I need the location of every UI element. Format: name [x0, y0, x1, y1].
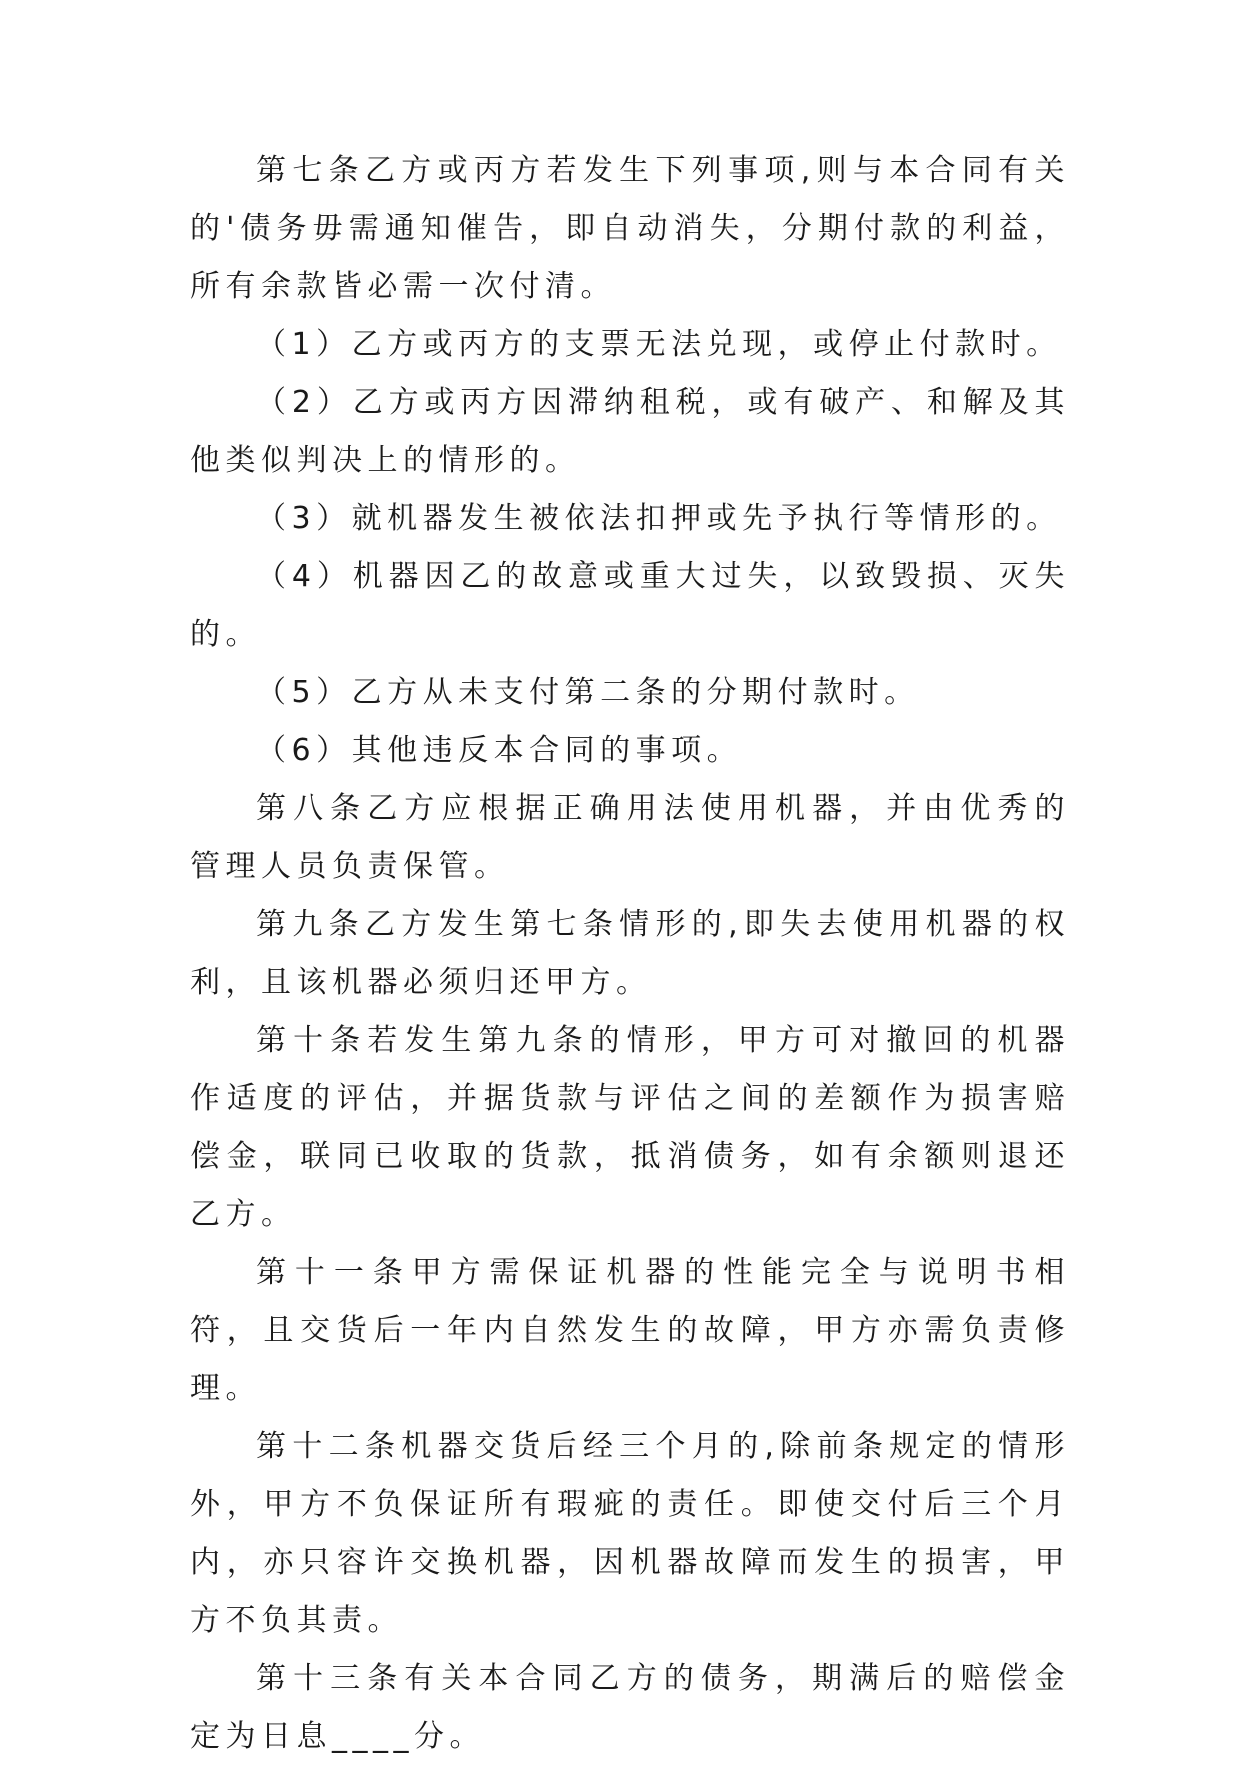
article-7-item-3: （3）就机器发生被依法扣押或先予执行等情形的。: [256, 501, 1062, 536]
article-10: 第十条若发生第九条的情形，甲方可对撤回的机器作适度的评估，并据货款与评估之间的差额作为损害赔偿金，联同已收取的货款，抵消债务，如有余额则退还乙方。: [190, 1023, 1070, 1232]
article-7-item-6: （6）其他违反本合同的事项。: [256, 733, 743, 768]
article-7-item-1: （1）乙方或丙方的支票无法兑现，或停止付款时。: [256, 327, 1062, 362]
article-9: 第九条乙方发生第七条情形的,即失去使用机器的权利，且该机器必须归还甲方。: [190, 907, 1070, 1000]
document-page: [190, 142, 1070, 1766]
article-8: 第八条乙方应根据正确用法使用机器，并由优秀的管理人员负责保管。: [190, 791, 1070, 884]
article-7: 第七条乙方或丙方若发生下列事项,则与本合同有关的'债务毋需通知催告，即自动消失，分期付款的利益，所有余款皆必需一次付清。: [190, 153, 1070, 304]
article-7-item-5: （5）乙方从未支付第二条的分期付款时。: [256, 675, 920, 710]
article-7-item-4: （4）机器因乙的故意或重大过失，以致毁损、灭失的。: [190, 559, 1070, 652]
article-12: 第十二条机器交货后经三个月的,除前条规定的情形外，甲方不负保证所有瑕疵的责任。即使交付后三个月内，亦只容许交换机器，因机器故障而发生的损害，甲方不负其责。: [190, 1429, 1070, 1638]
article-11: 第十一条甲方需保证机器的性能完全与说明书相符，且交货后一年内自然发生的故障，甲方亦需负责修理。: [190, 1255, 1070, 1406]
article-7-item-2: （2）乙方或丙方因滞纳租税，或有破产、和解及其他类似判决上的情形的。: [190, 385, 1070, 478]
article-13: 第十三条有关本合同乙方的债务，期满后的赔偿金定为日息____分。: [190, 1661, 1070, 1754]
